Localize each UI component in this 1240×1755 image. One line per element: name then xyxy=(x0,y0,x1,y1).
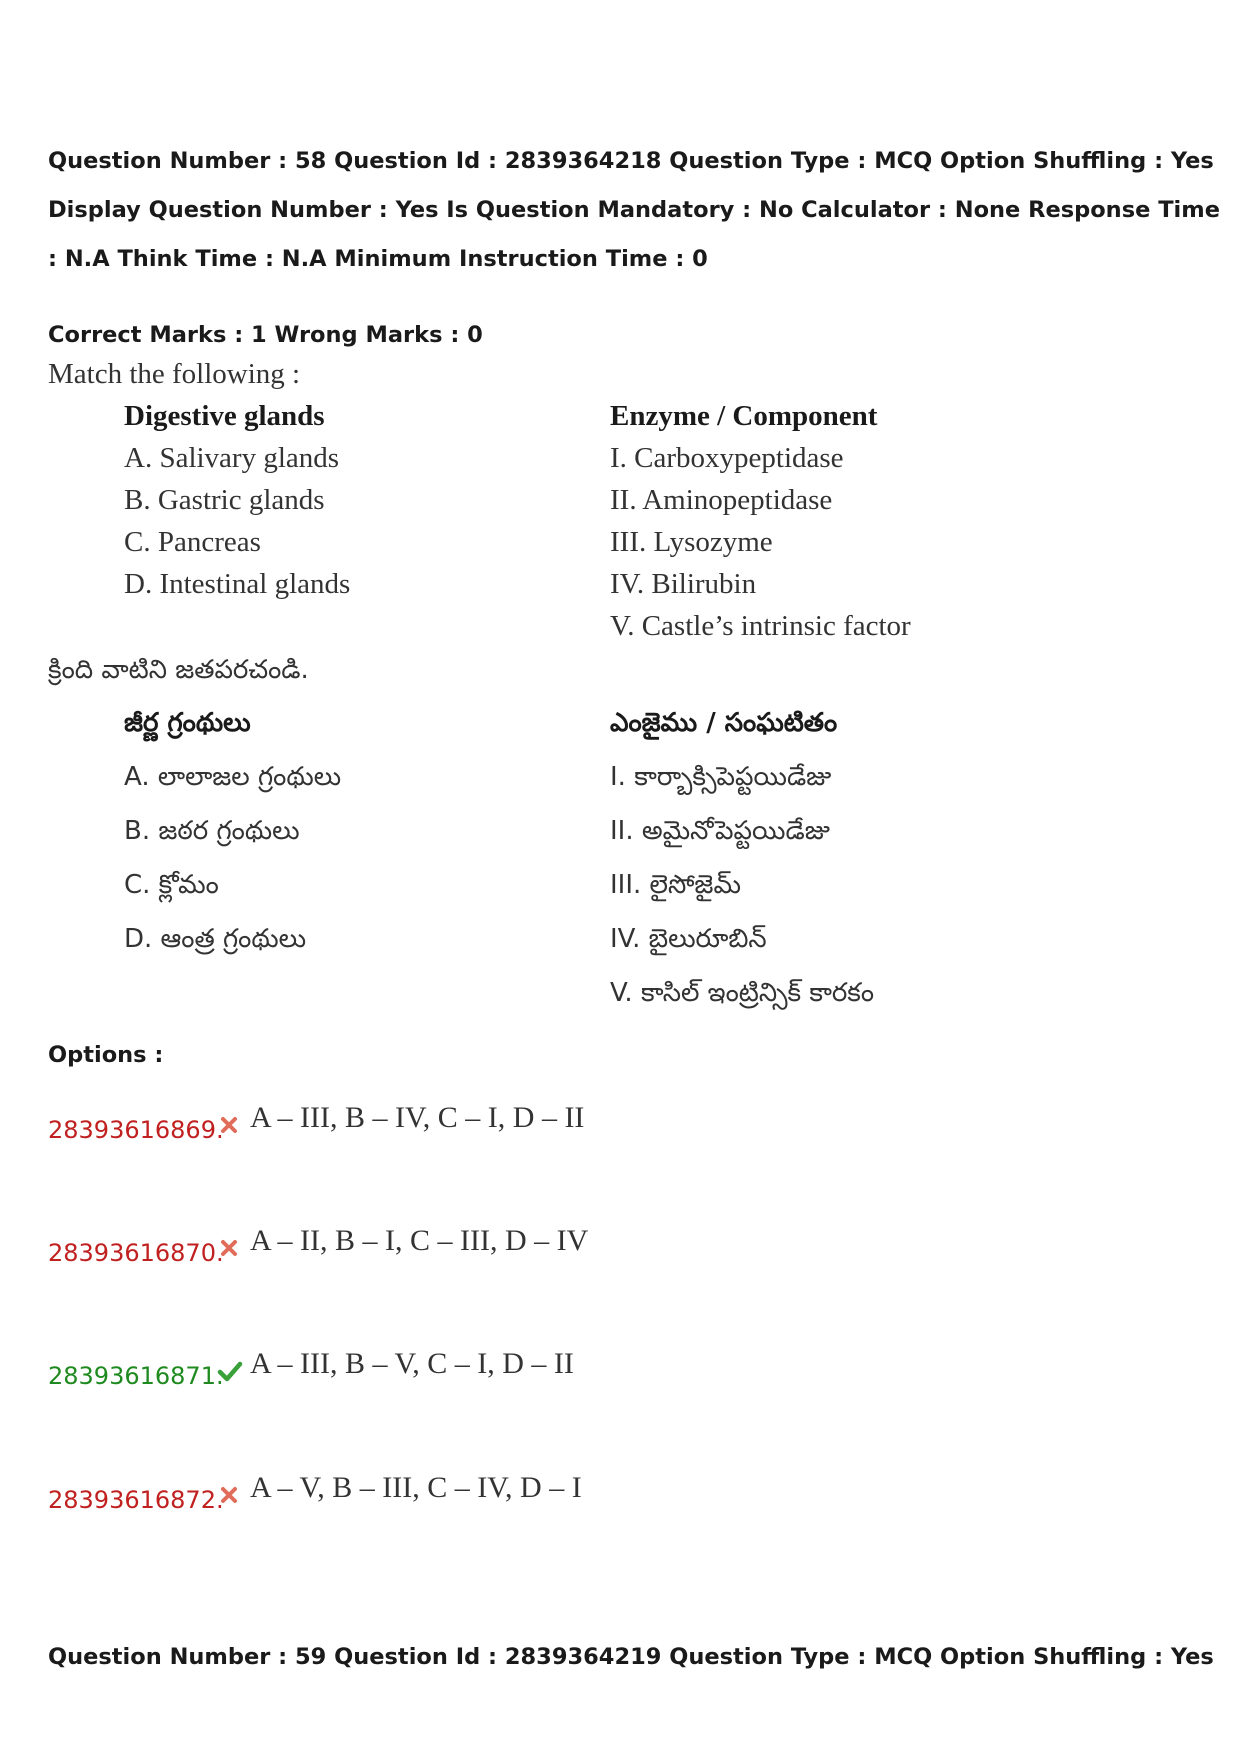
check-icon xyxy=(217,1360,243,1382)
option-text[interactable]: A – V, B – III, C – IV, D – I xyxy=(250,1471,582,1504)
cross-icon xyxy=(219,1238,239,1258)
left-item-en: A. Salivary glands xyxy=(124,442,340,474)
option-id: 28393616871. xyxy=(48,1362,224,1390)
right-item-te: I. కార్బాక్సిపెప్టయిడేజు xyxy=(610,762,832,792)
meta-line-3: : N.A Think Time : N.A Minimum Instruction Time : 0 xyxy=(48,246,708,272)
option-text[interactable]: A – II, B – I, C – III, D – IV xyxy=(250,1224,589,1257)
meta-line-2: Display Question Number : Yes Is Question Mandatory : No Calculator : None Response Time xyxy=(48,197,1220,223)
instruction-en: Match the following : xyxy=(48,358,301,390)
marks-line: Correct Marks : 1 Wrong Marks : 0 xyxy=(48,322,483,348)
options-label: Options : xyxy=(48,1042,164,1068)
right-item-te: IV. బైలురూబిన్ xyxy=(610,924,767,954)
option-id: 28393616872. xyxy=(48,1486,224,1514)
next-question-meta: Question Number : 59 Question Id : 2839364219 Question Type : MCQ Option Shuffling : Yes xyxy=(48,1644,1214,1670)
right-column-heading-en: Enzyme / Component xyxy=(610,400,878,432)
instruction-te: క్రింది వాటిని జతపరచండి. xyxy=(48,655,309,685)
option-id: 28393616870. xyxy=(48,1239,224,1267)
right-item-en: II. Aminopeptidase xyxy=(610,484,833,516)
right-item-te: V. కాసిల్ ఇంట్రిన్సిక్ కారకం xyxy=(610,978,875,1008)
cross-icon xyxy=(219,1115,239,1135)
option-text[interactable]: A – III, B – IV, C – I, D – II xyxy=(250,1101,585,1134)
right-item-en: I. Carboxypeptidase xyxy=(610,442,844,474)
left-column-heading-en: Digestive glands xyxy=(124,400,325,432)
left-item-te: A. లాలాజల గ్రంథులు xyxy=(124,762,342,792)
right-column-heading-te: ఎంజైము / సంఘటితం xyxy=(610,708,838,738)
option-id: 28393616869. xyxy=(48,1116,224,1144)
right-item-te: III. లైసోజైమ్ xyxy=(610,870,741,900)
left-item-en: B. Gastric glands xyxy=(124,484,325,516)
meta-line-1: Question Number : 58 Question Id : 2839364218 Question Type : MCQ Option Shuffling : Yes xyxy=(48,148,1214,174)
right-item-te: II. అమైనోపెప్టయిడేజు xyxy=(610,816,830,846)
left-item-te: B. జఠర గ్రంథులు xyxy=(124,816,300,846)
right-item-en: III. Lysozyme xyxy=(610,526,773,558)
right-item-en: IV. Bilirubin xyxy=(610,568,757,600)
left-item-te: C. క్లోమం xyxy=(124,870,219,900)
option-text[interactable]: A – III, B – V, C – I, D – II xyxy=(250,1347,574,1380)
right-item-en: V. Castle’s intrinsic factor xyxy=(610,610,911,642)
question-meta xyxy=(48,137,1220,284)
left-column-heading-te: జీర్ణ గ్రంథులు xyxy=(124,708,251,738)
left-item-en: D. Intestinal glands xyxy=(124,568,351,600)
cross-icon xyxy=(219,1485,239,1505)
left-item-en: C. Pancreas xyxy=(124,526,261,558)
left-item-te: D. ఆంత్ర గ్రంథులు xyxy=(124,924,307,954)
